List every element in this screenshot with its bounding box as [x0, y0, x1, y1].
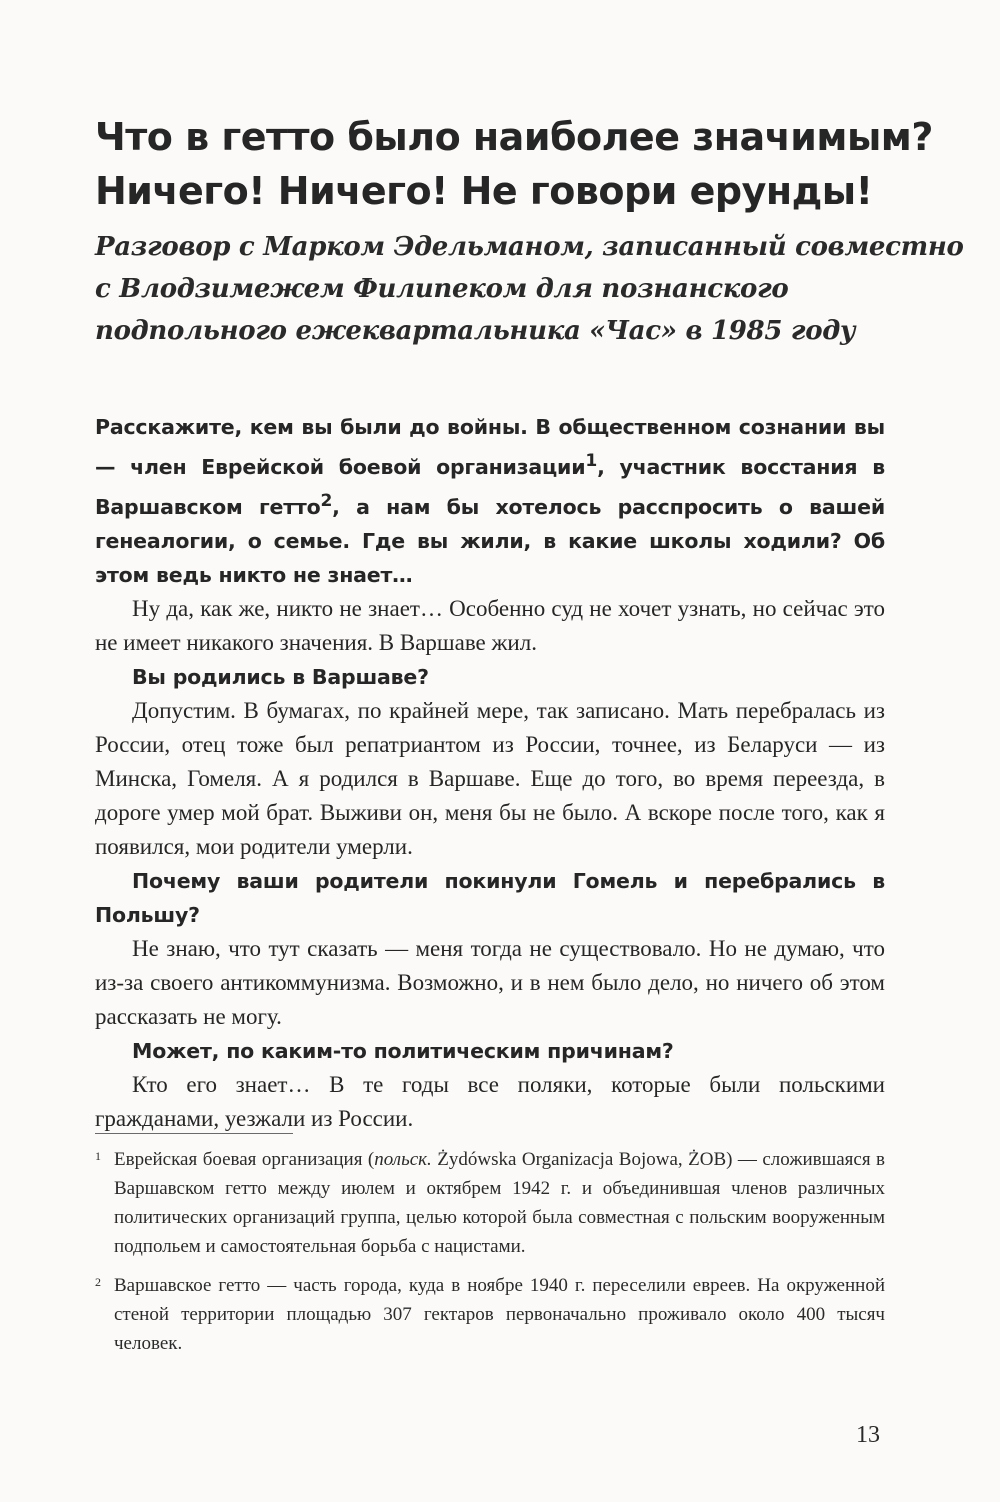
footnote-text-italic: польск.	[374, 1149, 432, 1170]
chapter-subtitle-line: Разговор с Марком Эдельманом, записанный совместно	[95, 232, 964, 262]
footnote-number: 2	[95, 1275, 101, 1289]
chapter-title-line: Ничего! Ничего! Не говори ерунды!	[95, 169, 873, 213]
footnote-divider	[95, 1133, 293, 1134]
interview-body	[95, 410, 885, 1136]
chapter-title	[95, 110, 933, 218]
footnote-text	[114, 1145, 885, 1261]
footnote-text-part: Еврейская боевая организация (	[114, 1149, 375, 1170]
footnote-ref[interactable]: 2	[320, 490, 333, 511]
footnote-number: 1	[95, 1149, 101, 1163]
chapter-title-line: Что в гетто было наиболее значимым?	[95, 115, 933, 159]
chapter-subtitle-line: подпольного ежеквартальника «Час» в 1985 году	[95, 316, 856, 346]
answer-paragraph: Ну да, как же, никто не знает… Особенно суд не хочет узнать, но сейчас это не имеет никакого значения. В Варшаве жил.	[95, 595, 885, 655]
footnote-ref[interactable]: 1	[585, 451, 598, 471]
answer-paragraph: Допустим. В бумагах, по крайней мере, так записано. Мать перебралась из России, отец тоже был репатриантом из России, точнее, из Беларуси — из Минска, Гомеля. А я родился в Варшаве. Еще до того, во время переезда, в дороге умер мой брат. Выживи он, меня бы не было. А вскоре после того, как я появился, мои родители умерли.	[95, 697, 885, 859]
lead-question	[95, 410, 885, 592]
question-paragraph: Вы родились в Варшаве?	[132, 664, 429, 689]
footnotes	[95, 1145, 885, 1368]
chapter-subtitle-line: с Влодзимежем Филипеком для познанского	[95, 274, 789, 304]
chapter-subtitle	[95, 226, 964, 352]
footnote-text-part: Żydówska Organizacja Bojowa, ŻOB) — сложившаяся в Варшавском гетто между июлем и октябрем 1942 г. и объединившая членов различных политических организаций группа, целью которой была совместная с польским вооруженным подпольем и самостоятельная борьба с нацистами.	[114, 1149, 885, 1257]
page-number: 13	[856, 1422, 880, 1448]
answer-paragraph: Кто его знает… В те годы все поляки, которые были польскими гражданами, уезжали из России.	[95, 1071, 885, 1131]
question-paragraph: Может, по каким-то политическим причинам?	[132, 1038, 674, 1063]
footnote	[95, 1145, 885, 1261]
lead-question-text: , а нам бы хотелось расспросить о вашей генеалогии, о семье. Где вы жили, в какие школы ходили? Об этом ведь никто не знает…	[95, 494, 885, 587]
lead-question-text: , участник восстания в Варшавском гетто	[95, 454, 885, 519]
question-paragraph: Почему ваши родители покинули Гомель и перебрались в Польшу?	[95, 868, 885, 927]
footnote	[95, 1271, 885, 1358]
footnote-text: Варшавское гетто — часть города, куда в ноябре 1940 г. переселили евреев. На окруженной стеной территории площадью 307 гектаров первоначально проживало около 400 тысяч человек.	[114, 1275, 885, 1354]
lead-question-text: Расскажите, кем вы были до войны. В общественном сознании вы — член Еврейской боевой организации	[95, 415, 885, 479]
answer-paragraph: Не знаю, что тут сказать — меня тогда не существовало. Но не думаю, что из-за своего антикоммунизма. Возможно, и в нем было дело, но ничего об этом рассказать не могу.	[95, 935, 885, 1029]
